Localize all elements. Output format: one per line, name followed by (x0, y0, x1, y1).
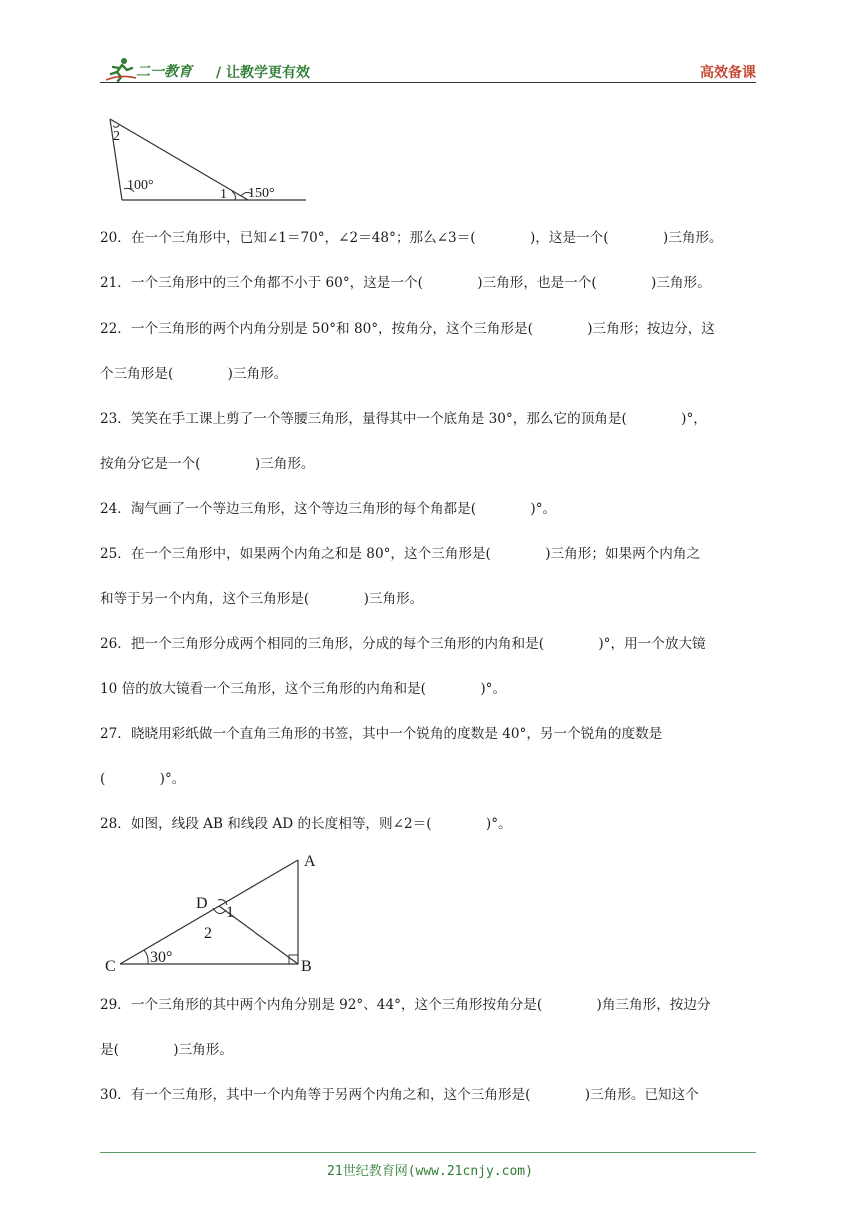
logo (106, 56, 206, 82)
question-22-line1: 22．一个三角形的两个内角分别是 50°和 80°，按角分，这个三角形是( )三角形；按边分，这 (100, 321, 715, 337)
question-26-line1: 26．把一个三角形分成两个相同的三角形，分成的每个三角形的内角和是( )°，用一个放大镜 (100, 636, 706, 652)
point-D-label: D (196, 895, 208, 912)
question-28: 28．如图，线段 AB 和线段 AD 的长度相等，则∠2＝( )°。 (100, 816, 512, 832)
runner-logo-icon (106, 56, 136, 82)
triangle-figure-1 (100, 114, 320, 206)
question-24: 24．淘气画了一个等边三角形，这个等边三角形的每个角都是( )°。 (100, 501, 557, 517)
question-25-line2: 和等于另一个内角，这个三角形是( )三角形。 (100, 591, 424, 607)
angle1-label: 1 (220, 187, 227, 202)
question-22-line2: 个三角形是( )三角形。 (100, 366, 288, 382)
triangle-figure-2 (100, 848, 330, 976)
question-29-line2: 是( )三角形。 (100, 1042, 233, 1058)
question-23-line2: 按角分它是一个( )三角形。 (100, 456, 315, 472)
question-29-line1: 29．一个三角形的其中两个内角分别是 92°、44°，这个三角形按角分是( )角三角形，按边分 (100, 997, 711, 1013)
angle-C-arc (144, 950, 148, 964)
footer-text: 21世纪教育网(www.21cnjy.com) (327, 1164, 533, 1179)
point-B-label: B (301, 958, 312, 975)
question-30-line1: 30．有一个三角形，其中一个内角等于另两个内角之和，这个三角形是( )三角形。已知这个 (100, 1087, 699, 1103)
angle150-label: 150° (248, 186, 275, 201)
logo-text: 二一教育 (136, 64, 192, 80)
header-slogan: / 让教学更有效 (216, 65, 310, 81)
header-divider (100, 82, 756, 83)
point-A-label: A (304, 853, 316, 870)
page-header (100, 56, 756, 84)
angle30-label: 30° (150, 949, 173, 966)
question-21: 21．一个三角形中的三个角都不小于 60°，这是一个( )三角形，也是一个( )三角形。 (100, 275, 711, 291)
question-27-line1: 27．晓晓用彩纸做一个直角三角形的书签，其中一个锐角的度数是 40°，另一个锐角的度数是 (100, 726, 663, 742)
angle1-label: 1 (226, 904, 234, 921)
angle2-arc (113, 125, 119, 127)
segment-CA (120, 860, 298, 964)
question-25-line1: 25．在一个三角形中，如果两个内角之和是 80°，这个三角形是( )三角形；如果两个内角之 (100, 546, 701, 562)
angle2-label: 2 (204, 925, 212, 942)
question-27-line2: ( )°。 (100, 771, 186, 787)
question-26-line2: 10 倍的放大镜看一个三角形，这个三角形的内角和是( )°。 (100, 681, 507, 697)
angle100-label: 100° (127, 178, 154, 193)
footer-divider (100, 1152, 756, 1153)
header-right-label: 高效备课 (700, 65, 756, 81)
question-23-line1: 23．笑笑在手工课上剪了一个等腰三角形，量得其中一个底角是 30°，那么它的顶角是( )°， (100, 411, 707, 427)
angle2-label: 2 (113, 129, 120, 144)
point-C-label: C (105, 958, 116, 975)
question-20: 20．在一个三角形中，已知∠1＝70°，∠2＝48°；那么∠3＝( )，这是一个( )三角形。 (100, 230, 723, 246)
